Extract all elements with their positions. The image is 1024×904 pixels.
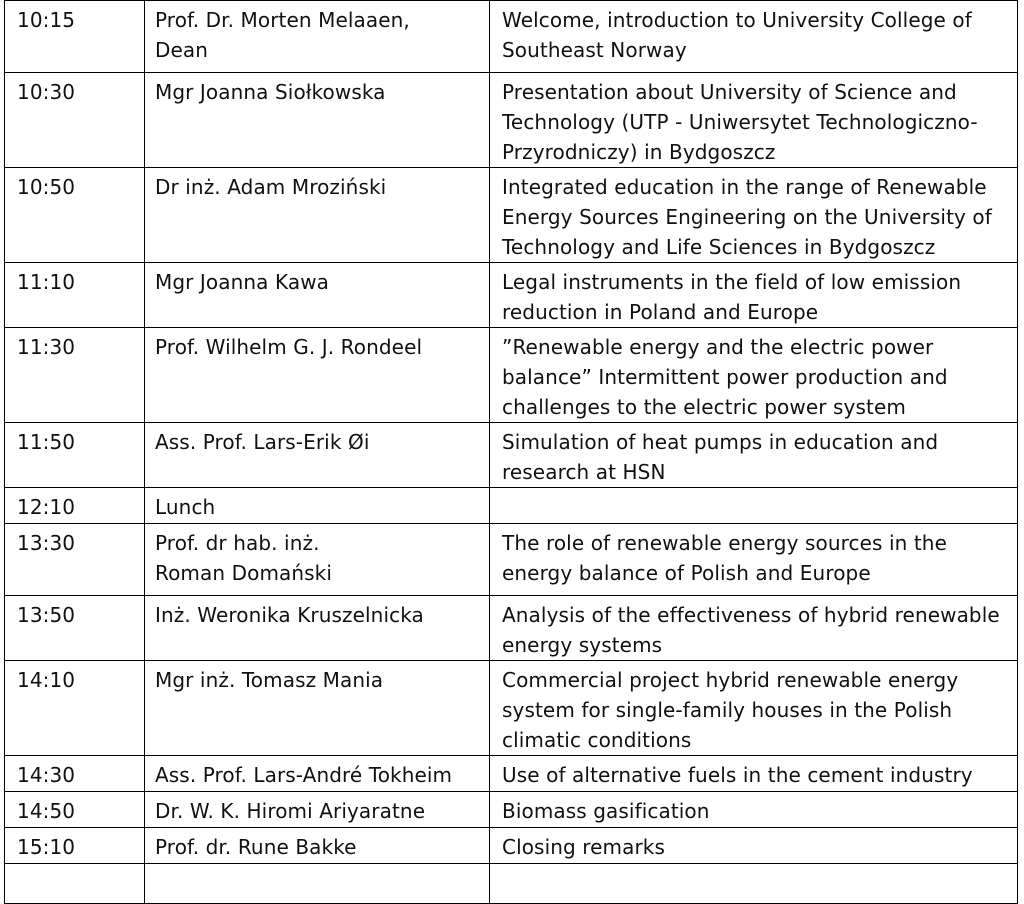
topic-cell (490, 263, 1018, 328)
time-text: 13:50 (17, 603, 76, 627)
schedule-table (4, 0, 1018, 904)
time-text: 14:10 (17, 668, 76, 692)
topic-text: reduction in Poland and Europe (502, 300, 819, 324)
speaker-cell (145, 328, 490, 423)
time-cell (5, 488, 145, 524)
topic-cell (490, 864, 1018, 904)
schedule-row (5, 864, 1018, 904)
topic-text: Commercial project hybrid renewable energy (502, 668, 959, 692)
speaker-text: Prof. dr. Rune Bakke (155, 835, 357, 859)
topic-text: Legal instruments in the field of low emission (502, 270, 962, 294)
topic-cell (490, 1, 1018, 73)
speaker-text: Mgr Joanna Siołkowska (155, 80, 386, 104)
topic-text: system for single-family houses in the Polish (502, 698, 953, 722)
topic-cell (490, 423, 1018, 488)
topic-cell (490, 328, 1018, 423)
speaker-text: Ass. Prof. Lars-Erik Øi (155, 430, 370, 454)
speaker-cell (145, 168, 490, 263)
topic-text: Simulation of heat pumps in education and (502, 430, 939, 454)
topic-text: energy systems (502, 633, 663, 657)
schedule-row (5, 168, 1018, 263)
topic-cell (490, 756, 1018, 792)
time-cell (5, 524, 145, 596)
topic-cell (490, 792, 1018, 828)
schedule-row (5, 756, 1018, 792)
time-cell (5, 263, 145, 328)
time-text: 11:30 (17, 335, 76, 359)
topic-cell (490, 168, 1018, 263)
speaker-text: Lunch (155, 495, 216, 519)
topic-text: Biomass gasification (502, 799, 710, 823)
speaker-cell (145, 756, 490, 792)
speaker-cell (145, 661, 490, 756)
schedule-row (5, 1, 1018, 73)
topic-text: ”Renewable energy and the electric power (502, 335, 934, 359)
speaker-text: Dean (155, 38, 209, 62)
topic-text: research at HSN (502, 460, 666, 484)
speaker-text: Ass. Prof. Lars-André Tokheim (155, 763, 453, 787)
time-cell (5, 328, 145, 423)
topic-text: Integrated education in the range of Renewable (502, 175, 987, 199)
speaker-cell (145, 596, 490, 661)
time-cell (5, 756, 145, 792)
topic-text: Przyrodniczy) in Bydgoszcz (502, 140, 776, 164)
speaker-text: Mgr inż. Tomasz Mania (155, 668, 384, 692)
topic-text: climatic conditions (502, 728, 692, 752)
time-text: 10:30 (17, 80, 76, 104)
schedule-row (5, 792, 1018, 828)
topic-cell (490, 488, 1018, 524)
speaker-cell (145, 488, 490, 524)
topic-text: Technology and Life Sciences in Bydgoszcz (502, 235, 936, 259)
time-text: 11:10 (17, 270, 76, 294)
topic-text: Technology (UTP - Uniwersytet Technologiczno- (502, 110, 978, 134)
time-text: 11:50 (17, 430, 76, 454)
topic-text: Analysis of the effectiveness of hybrid renewable (502, 603, 1000, 627)
time-cell (5, 73, 145, 168)
speaker-cell (145, 423, 490, 488)
speaker-cell (145, 1, 490, 73)
time-text: 14:30 (17, 763, 76, 787)
time-cell (5, 828, 145, 864)
schedule-row (5, 423, 1018, 488)
time-text: 12:10 (17, 495, 76, 519)
speaker-text: Dr inż. Adam Mroziński (155, 175, 387, 199)
time-text: 10:50 (17, 175, 76, 199)
schedule-row (5, 524, 1018, 596)
speaker-text: Prof. Wilhelm G. J. Rondeel (155, 335, 423, 359)
time-cell (5, 792, 145, 828)
topic-text: Presentation about University of Science and (502, 80, 957, 104)
time-cell (5, 661, 145, 756)
schedule-row (5, 488, 1018, 524)
speaker-text: Prof. dr hab. inż. (155, 531, 320, 555)
speaker-text: Mgr Joanna Kawa (155, 270, 330, 294)
time-cell (5, 1, 145, 73)
time-text: 10:15 (17, 8, 76, 32)
speaker-text: Dr. W. K. Hiromi Ariyaratne (155, 799, 426, 823)
schedule-row (5, 73, 1018, 168)
time-cell (5, 423, 145, 488)
time-text: 14:50 (17, 799, 76, 823)
time-text: 15:10 (17, 835, 76, 859)
topic-text: Closing remarks (502, 835, 666, 859)
topic-text: balance” Intermittent power production and (502, 365, 948, 389)
speaker-text: Inż. Weronika Kruszelnicka (155, 603, 424, 627)
speaker-cell (145, 263, 490, 328)
time-cell (5, 596, 145, 661)
topic-text: Southeast Norway (502, 38, 687, 62)
topic-cell (490, 596, 1018, 661)
time-cell (5, 168, 145, 263)
time-text: 13:30 (17, 531, 76, 555)
schedule-body (5, 1, 1018, 904)
speaker-cell (145, 792, 490, 828)
speaker-cell (145, 864, 490, 904)
speaker-cell (145, 73, 490, 168)
topic-text: energy balance of Polish and Europe (502, 561, 871, 585)
schedule-row (5, 828, 1018, 864)
speaker-cell (145, 828, 490, 864)
topic-text: Energy Sources Engineering on the University of (502, 205, 992, 229)
topic-text: The role of renewable energy sources in the (502, 531, 947, 555)
topic-cell (490, 73, 1018, 168)
schedule-row (5, 596, 1018, 661)
speaker-text: Roman Domański (155, 561, 333, 585)
schedule-row (5, 661, 1018, 756)
time-cell (5, 864, 145, 904)
topic-cell (490, 524, 1018, 596)
schedule-row (5, 263, 1018, 328)
topic-text: challenges to the electric power system (502, 395, 906, 419)
topic-cell (490, 661, 1018, 756)
topic-text: Welcome, introduction to University College of (502, 8, 972, 32)
topic-text: Use of alternative fuels in the cement industry (502, 763, 973, 787)
schedule-row (5, 328, 1018, 423)
speaker-text: Prof. Dr. Morten Melaaen, (155, 8, 410, 32)
topic-cell (490, 828, 1018, 864)
speaker-cell (145, 524, 490, 596)
